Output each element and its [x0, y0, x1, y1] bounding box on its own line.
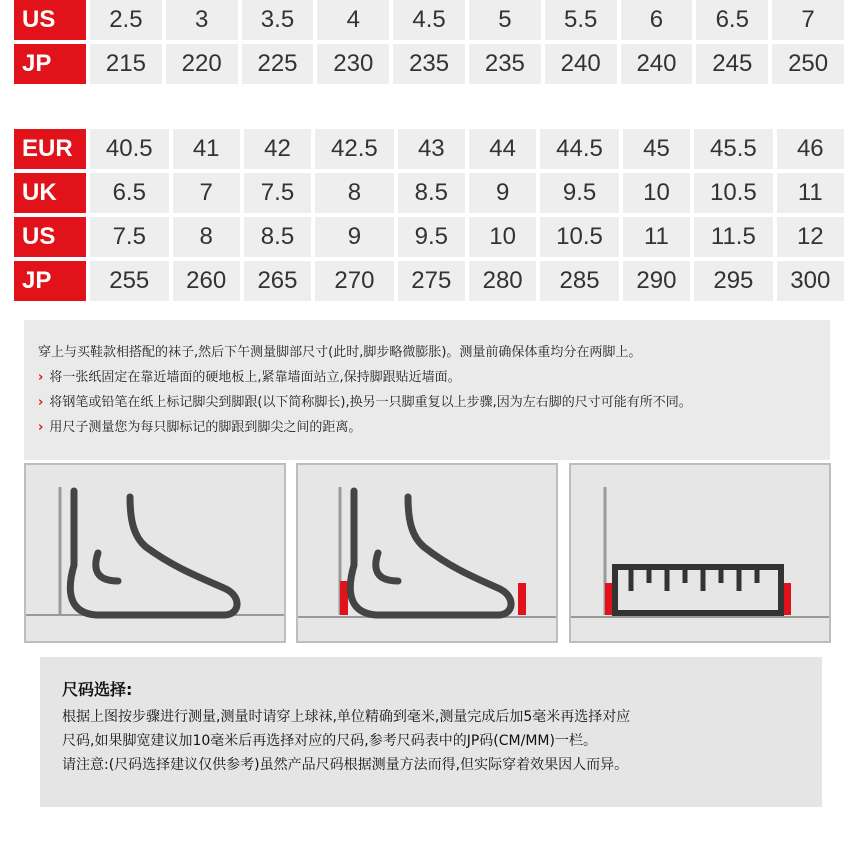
size-cell: 265: [244, 261, 311, 301]
size-cell: 45: [623, 129, 690, 169]
size-cell: 6.5: [90, 173, 169, 213]
size-cell: 300: [777, 261, 844, 301]
note-title: 尺码选择:: [62, 680, 133, 699]
size-cell: 8.5: [398, 173, 465, 213]
size-cell: 7.5: [244, 173, 311, 213]
size-cell: 41: [173, 129, 240, 169]
size-cell: 8: [173, 217, 240, 257]
table-row: [14, 261, 844, 301]
size-cell: 7: [772, 0, 844, 40]
size-cell: 10: [469, 217, 536, 257]
size-cell: 3: [166, 0, 238, 40]
size-cell: 7: [173, 173, 240, 213]
table-row: [14, 217, 844, 257]
foot-against-wall-icon: [26, 465, 284, 641]
size-cell: 9.5: [398, 217, 465, 257]
step-1-illustration: [24, 463, 286, 643]
guide-step: [38, 365, 830, 390]
size-cell: 235: [393, 44, 465, 84]
guide-step-text: 将钢笔或铅笔在纸上标记脚尖到脚跟(以下简称脚长),换另一只脚重复以上步骤,因为左右脚的尺寸可能有所不同。: [49, 395, 692, 410]
row-label-uk: UK: [14, 173, 86, 213]
size-cell: 11.5: [694, 217, 773, 257]
chevron-right-icon: ›: [38, 420, 44, 435]
size-cell: 6.5: [696, 0, 768, 40]
guide-step-text: 将一张纸固定在靠近墙面的硬地板上,紧靠墙面站立,保持脚跟贴近墙面。: [49, 370, 461, 385]
size-cell: 5.5: [545, 0, 617, 40]
size-chart-bottom: [10, 125, 848, 305]
row-label-us: US: [14, 217, 86, 257]
step-2-illustration: [296, 463, 558, 643]
size-cell: 255: [90, 261, 169, 301]
size-cell: 8: [315, 173, 394, 213]
table-row: [14, 173, 844, 213]
size-cell: 44: [469, 129, 536, 169]
note-line: 请注意:(尺码选择建议仅供参考)虽然产品尺码根据测量方法而得,但实际穿着效果因人而异。: [62, 757, 629, 773]
row-label-eur: EUR: [14, 129, 86, 169]
size-cell: 250: [772, 44, 844, 84]
size-cell: 3.5: [242, 0, 314, 40]
foot-marked-heel-toe-icon: [298, 465, 556, 641]
size-cell: 5: [469, 0, 541, 40]
row-label-jp: JP: [14, 261, 86, 301]
size-cell: 7.5: [90, 217, 169, 257]
size-cell: 240: [545, 44, 617, 84]
size-cell: 235: [469, 44, 541, 84]
table-row: [14, 129, 844, 169]
chevron-right-icon: ›: [38, 370, 44, 385]
size-cell: 270: [315, 261, 394, 301]
note-line: 根据上图按步骤进行测量,测量时请穿上球袜,单位精确到毫米,测量完成后加5毫米再选择对应: [62, 709, 631, 725]
size-cell: 9: [469, 173, 536, 213]
size-cell: 9: [315, 217, 394, 257]
size-cell: 240: [621, 44, 693, 84]
size-cell: 44.5: [540, 129, 619, 169]
size-cell: 295: [694, 261, 773, 301]
note-line: 尺码,如果脚宽建议加10毫米后再选择对应的尺码,参考尺码表中的JP码(CM/MM)一栏。: [62, 733, 597, 749]
size-cell: 245: [696, 44, 768, 84]
size-cell: 2.5: [90, 0, 162, 40]
chevron-right-icon: ›: [38, 395, 44, 410]
size-cell: 280: [469, 261, 536, 301]
size-cell: 215: [90, 44, 162, 84]
size-cell: 4: [317, 0, 389, 40]
size-cell: 8.5: [244, 217, 311, 257]
row-label-jp: JP: [14, 44, 86, 84]
guide-step: [38, 390, 830, 415]
guide-intro: 穿上与买鞋款相搭配的袜子,然后下午测量脚部尺寸(此时,脚步略微膨胀)。测量前确保体重均分在两脚上。: [38, 345, 642, 360]
size-cell: 10.5: [540, 217, 619, 257]
size-cell: 40.5: [90, 129, 169, 169]
table-row: [14, 44, 844, 84]
size-cell: 4.5: [393, 0, 465, 40]
size-cell: 10: [623, 173, 690, 213]
size-cell: 42: [244, 129, 311, 169]
size-chart-top: [10, 0, 848, 88]
size-cell: 275: [398, 261, 465, 301]
size-cell: 230: [317, 44, 389, 84]
guide-step: [38, 415, 830, 440]
size-cell: 6: [621, 0, 693, 40]
guide-step-text: 用尺子测量您为每只脚标记的脚跟到脚尖之间的距离。: [49, 420, 362, 435]
size-selection-note: [40, 657, 822, 807]
size-cell: 42.5: [315, 129, 394, 169]
size-cell: 43: [398, 129, 465, 169]
size-cell: 11: [623, 217, 690, 257]
ruler-measure-icon: [571, 465, 829, 641]
size-cell: 225: [242, 44, 314, 84]
table-row: [14, 0, 844, 40]
size-cell: 285: [540, 261, 619, 301]
size-cell: 11: [777, 173, 844, 213]
size-cell: 290: [623, 261, 690, 301]
size-cell: 260: [173, 261, 240, 301]
size-cell: 45.5: [694, 129, 773, 169]
measurement-guide: [24, 320, 830, 460]
size-cell: 220: [166, 44, 238, 84]
step-3-illustration: [569, 463, 831, 643]
size-cell: 10.5: [694, 173, 773, 213]
size-cell: 9.5: [540, 173, 619, 213]
row-label-us: US: [14, 0, 86, 40]
size-cell: 46: [777, 129, 844, 169]
size-cell: 12: [777, 217, 844, 257]
